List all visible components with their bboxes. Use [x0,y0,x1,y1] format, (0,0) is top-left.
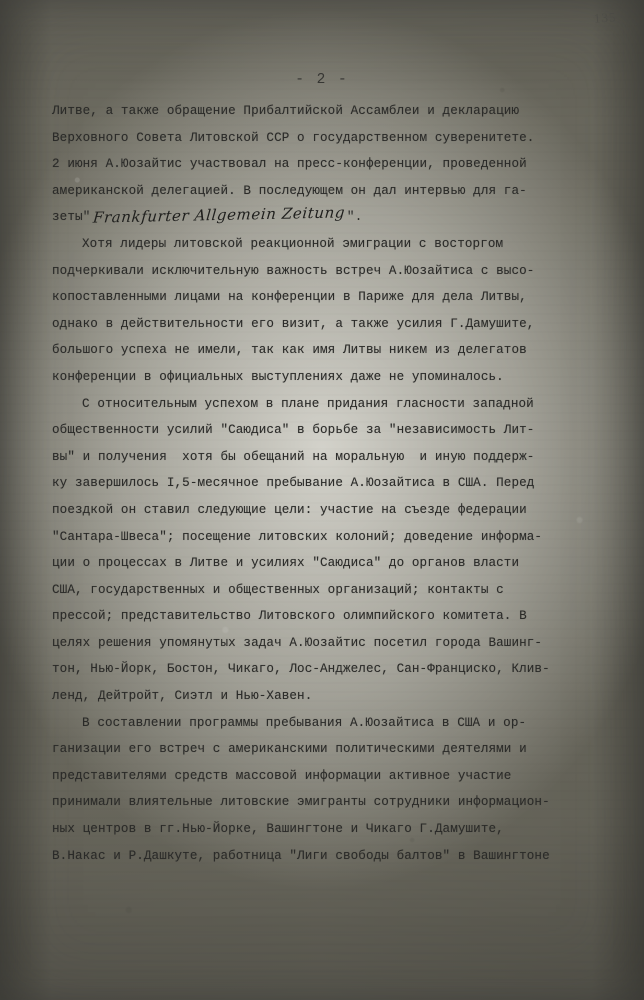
text-line: американской делегацией. В последующем он дал интервью для га- [52,183,527,198]
text-line: В.Накас и Р.Дашкуте, работница "Лиги свободы балтов" в Вашингтоне [52,848,550,863]
text-line: прессой; представительство Литовского олимпийского комитета. В [52,609,527,624]
text-line: однако в действительности его визит, а также усилия Г.Дамушите, [52,316,535,331]
text-line: представителями средств массовой информации активное участие [52,768,512,783]
text-line: ганизации его встреч с американскими политическими деятелями и [52,742,527,757]
archive-number-stamp: 135 [592,9,617,26]
text-line: ции о процессах в Литве и усилиях "Саюдиса" до органов власти [52,556,520,571]
text-line: ку завершилось I,5-месячное пребывание А.Юозайтиса в США. Перед [52,476,535,491]
text-line: 2 июня А.Юозайтис участвовал на пресс-конференции, проведенной [52,157,527,172]
text-line: вы" и получения хотя бы обещаний на моральную и иную поддерж- [52,449,535,464]
close-quote: ". [346,209,363,225]
text-line: В составлении программы пребывания А.Юозайтиса в США и ор- [82,715,527,730]
paragraph [52,391,600,710]
text-line: Литве, а также обращение Прибалтийской Ассамблеи и декларацию [52,104,520,118]
paragraph [52,98,600,231]
text-line: целях решения упомянутых задач А.Юозайтис посетил города Вашинг- [52,635,543,650]
text-line: ных центров в гг.Нью-Йорке, Вашингтоне и Чикаго Г.Дамушите, [52,822,504,837]
paragraph [52,231,600,391]
text-line: принимали влиятельные литовские эмигранты сотрудники информацион- [52,795,550,810]
text-line: ленд, Дейтройт, Сиэтл и Нью-Хавен. [52,689,313,704]
open-quote: " [82,209,91,225]
text-line: копоставленными лицами на конференции в Париже для дела Литвы, [52,290,527,305]
text-line: зеты [52,210,83,225]
text-line: "Сантара-Швеса"; посещение литовских колоний; доведение информа- [52,529,543,544]
text-line: США, государственных и общественных организаций; контакты с [52,582,504,597]
text-line: тон, Нью-Йорк, Бостон, Чикаго, Лос-Анджелес, Сан-Франциско, Клив- [52,662,550,677]
text-line: Верховного Совета Литовской ССР о государственном суверенитете. [52,130,535,145]
text-line: С относительным успехом в плане придания гласности западной [82,396,534,411]
text-line-with-handwriting [52,204,600,231]
text-line: общественности усилий "Саюдиса" в борьбе за "независимость Лит- [52,423,535,438]
text-line: конференции в официальных выступлениях даже не упоминалось. [52,369,504,384]
paragraph [52,710,600,870]
text-line: большого успеха не имели, так как имя Литвы никем из делегатов [52,343,527,358]
text-line: Хотя лидеры литовской реакционной эмиграции с восторгом [82,236,504,251]
text-line: подчеркивали исключительную важность встреч А.Юозайтиса с высо- [52,263,535,278]
text-line: поездкой он ставил следующие цели: участие на съезде федерации [52,502,527,517]
page-number: - 2 - [295,72,349,88]
document-body [52,98,600,869]
handwritten-newspaper-title: Frankfurter Allgemein Zeitung [91,203,346,228]
